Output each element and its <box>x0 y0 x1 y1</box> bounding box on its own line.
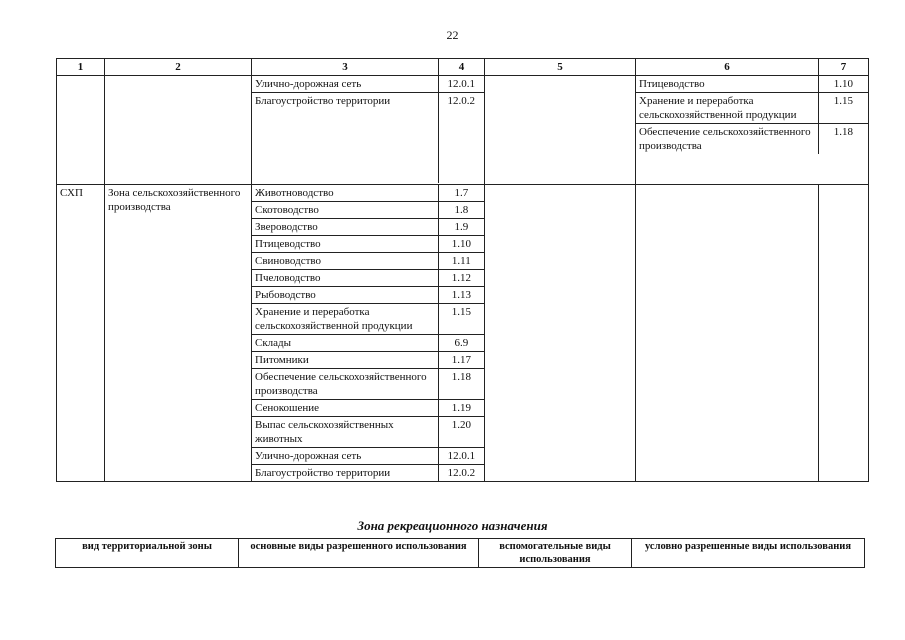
use-name: Пчеловодство <box>252 270 438 287</box>
recreation-table <box>55 538 865 568</box>
col-header-3: 3 <box>252 59 439 76</box>
list-item <box>252 185 484 202</box>
list-item <box>252 417 484 448</box>
use-code: 1.19 <box>438 400 484 417</box>
list-item <box>252 369 484 400</box>
continued-col6-cell <box>636 76 869 185</box>
zone-row <box>57 185 869 482</box>
use-name: Обеспечение сельскохозяйственного производства <box>636 124 818 155</box>
use-name: Звероводство <box>252 219 438 236</box>
use-code: 1.9 <box>438 219 484 236</box>
use-name: Свиноводство <box>252 253 438 270</box>
use-code: 1.12 <box>438 270 484 287</box>
use-name: Благоустройство территории <box>252 93 438 184</box>
use-name: Животноводство <box>252 185 438 202</box>
zone-code: СХП <box>57 185 105 482</box>
zone-name: Зона сельскохозяйственного производства <box>105 185 252 482</box>
use-code: 12.0.1 <box>438 76 484 93</box>
header-row <box>57 59 869 76</box>
list-item <box>252 202 484 219</box>
use-name: Хранение и переработка сельскохозяйственной продукции <box>636 93 818 124</box>
use-name: Питомники <box>252 352 438 369</box>
header-row <box>56 539 865 568</box>
use-name: Скотоводство <box>252 202 438 219</box>
use-code: 1.20 <box>438 417 484 448</box>
use-code: 1.17 <box>438 352 484 369</box>
use-name: Птицеводство <box>636 76 818 93</box>
col-header-4: 4 <box>439 59 485 76</box>
zone-col3-list <box>252 185 484 481</box>
use-name: Сенокошение <box>252 400 438 417</box>
use-code: 12.0.1 <box>438 448 484 465</box>
zone-col3-cell <box>252 185 485 482</box>
list-item <box>252 270 484 287</box>
header-main-uses: основные виды разрешенного использования <box>239 539 479 568</box>
use-name: Рыбоводство <box>252 287 438 304</box>
use-code: 1.18 <box>818 124 868 155</box>
use-code: 1.10 <box>438 236 484 253</box>
list-item <box>252 304 484 335</box>
list-item <box>252 219 484 236</box>
list-item <box>252 76 484 93</box>
col6-empty-cell <box>636 185 819 482</box>
zone-code-cell <box>57 76 105 185</box>
use-name: Склады <box>252 335 438 352</box>
use-code: 1.18 <box>438 369 484 400</box>
use-name: Улично-дорожная сеть <box>252 76 438 93</box>
col-header-2: 2 <box>105 59 252 76</box>
use-code: 1.8 <box>438 202 484 219</box>
list-item <box>636 93 868 124</box>
continued-col3-list <box>252 76 484 183</box>
use-code: 1.10 <box>818 76 868 93</box>
use-name: Обеспечение сельскохозяйственного производства <box>252 369 438 400</box>
use-code: 12.0.2 <box>438 465 484 482</box>
col-header-7: 7 <box>819 59 869 76</box>
list-item <box>636 76 868 93</box>
page-number: 22 <box>446 28 459 42</box>
list-item <box>252 448 484 465</box>
list-item <box>252 287 484 304</box>
header-conditional-uses: условно разрешенные виды использования <box>632 539 865 568</box>
continued-row <box>57 76 869 185</box>
list-item <box>636 124 868 155</box>
col5-empty-cell <box>485 185 636 482</box>
use-code: 1.11 <box>438 253 484 270</box>
use-code: 1.15 <box>438 304 484 335</box>
use-name: Птицеводство <box>252 236 438 253</box>
header-zone-type: вид территориальной зоны <box>56 539 239 568</box>
section-title: Зона рекреационного назначения <box>357 518 548 533</box>
use-code: 6.9 <box>438 335 484 352</box>
col-header-5: 5 <box>485 59 636 76</box>
col-header-1: 1 <box>57 59 105 76</box>
col5-empty-cell <box>485 76 636 185</box>
list-item <box>252 335 484 352</box>
continued-col6-list <box>636 76 868 154</box>
continued-col3-cell <box>252 76 485 185</box>
list-item <box>252 400 484 417</box>
list-item <box>252 236 484 253</box>
use-name: Благоустройство территории <box>252 465 438 482</box>
list-item <box>252 93 484 184</box>
header-auxiliary-uses: вспомогательные виды использования <box>479 539 632 568</box>
use-code: 1.7 <box>438 185 484 202</box>
use-name: Улично-дорожная сеть <box>252 448 438 465</box>
zoning-table <box>56 58 869 482</box>
use-code: 12.0.2 <box>438 93 484 184</box>
use-code: 1.13 <box>438 287 484 304</box>
use-code: 1.15 <box>818 93 868 124</box>
col7-empty-cell <box>819 185 869 482</box>
col-header-6: 6 <box>636 59 819 76</box>
use-name: Хранение и переработка сельскохозяйственной продукции <box>252 304 438 335</box>
list-item <box>252 465 484 482</box>
list-item <box>252 352 484 369</box>
use-name: Выпас сельскохозяйственных животных <box>252 417 438 448</box>
list-item <box>252 253 484 270</box>
zone-name-cell <box>105 76 252 185</box>
